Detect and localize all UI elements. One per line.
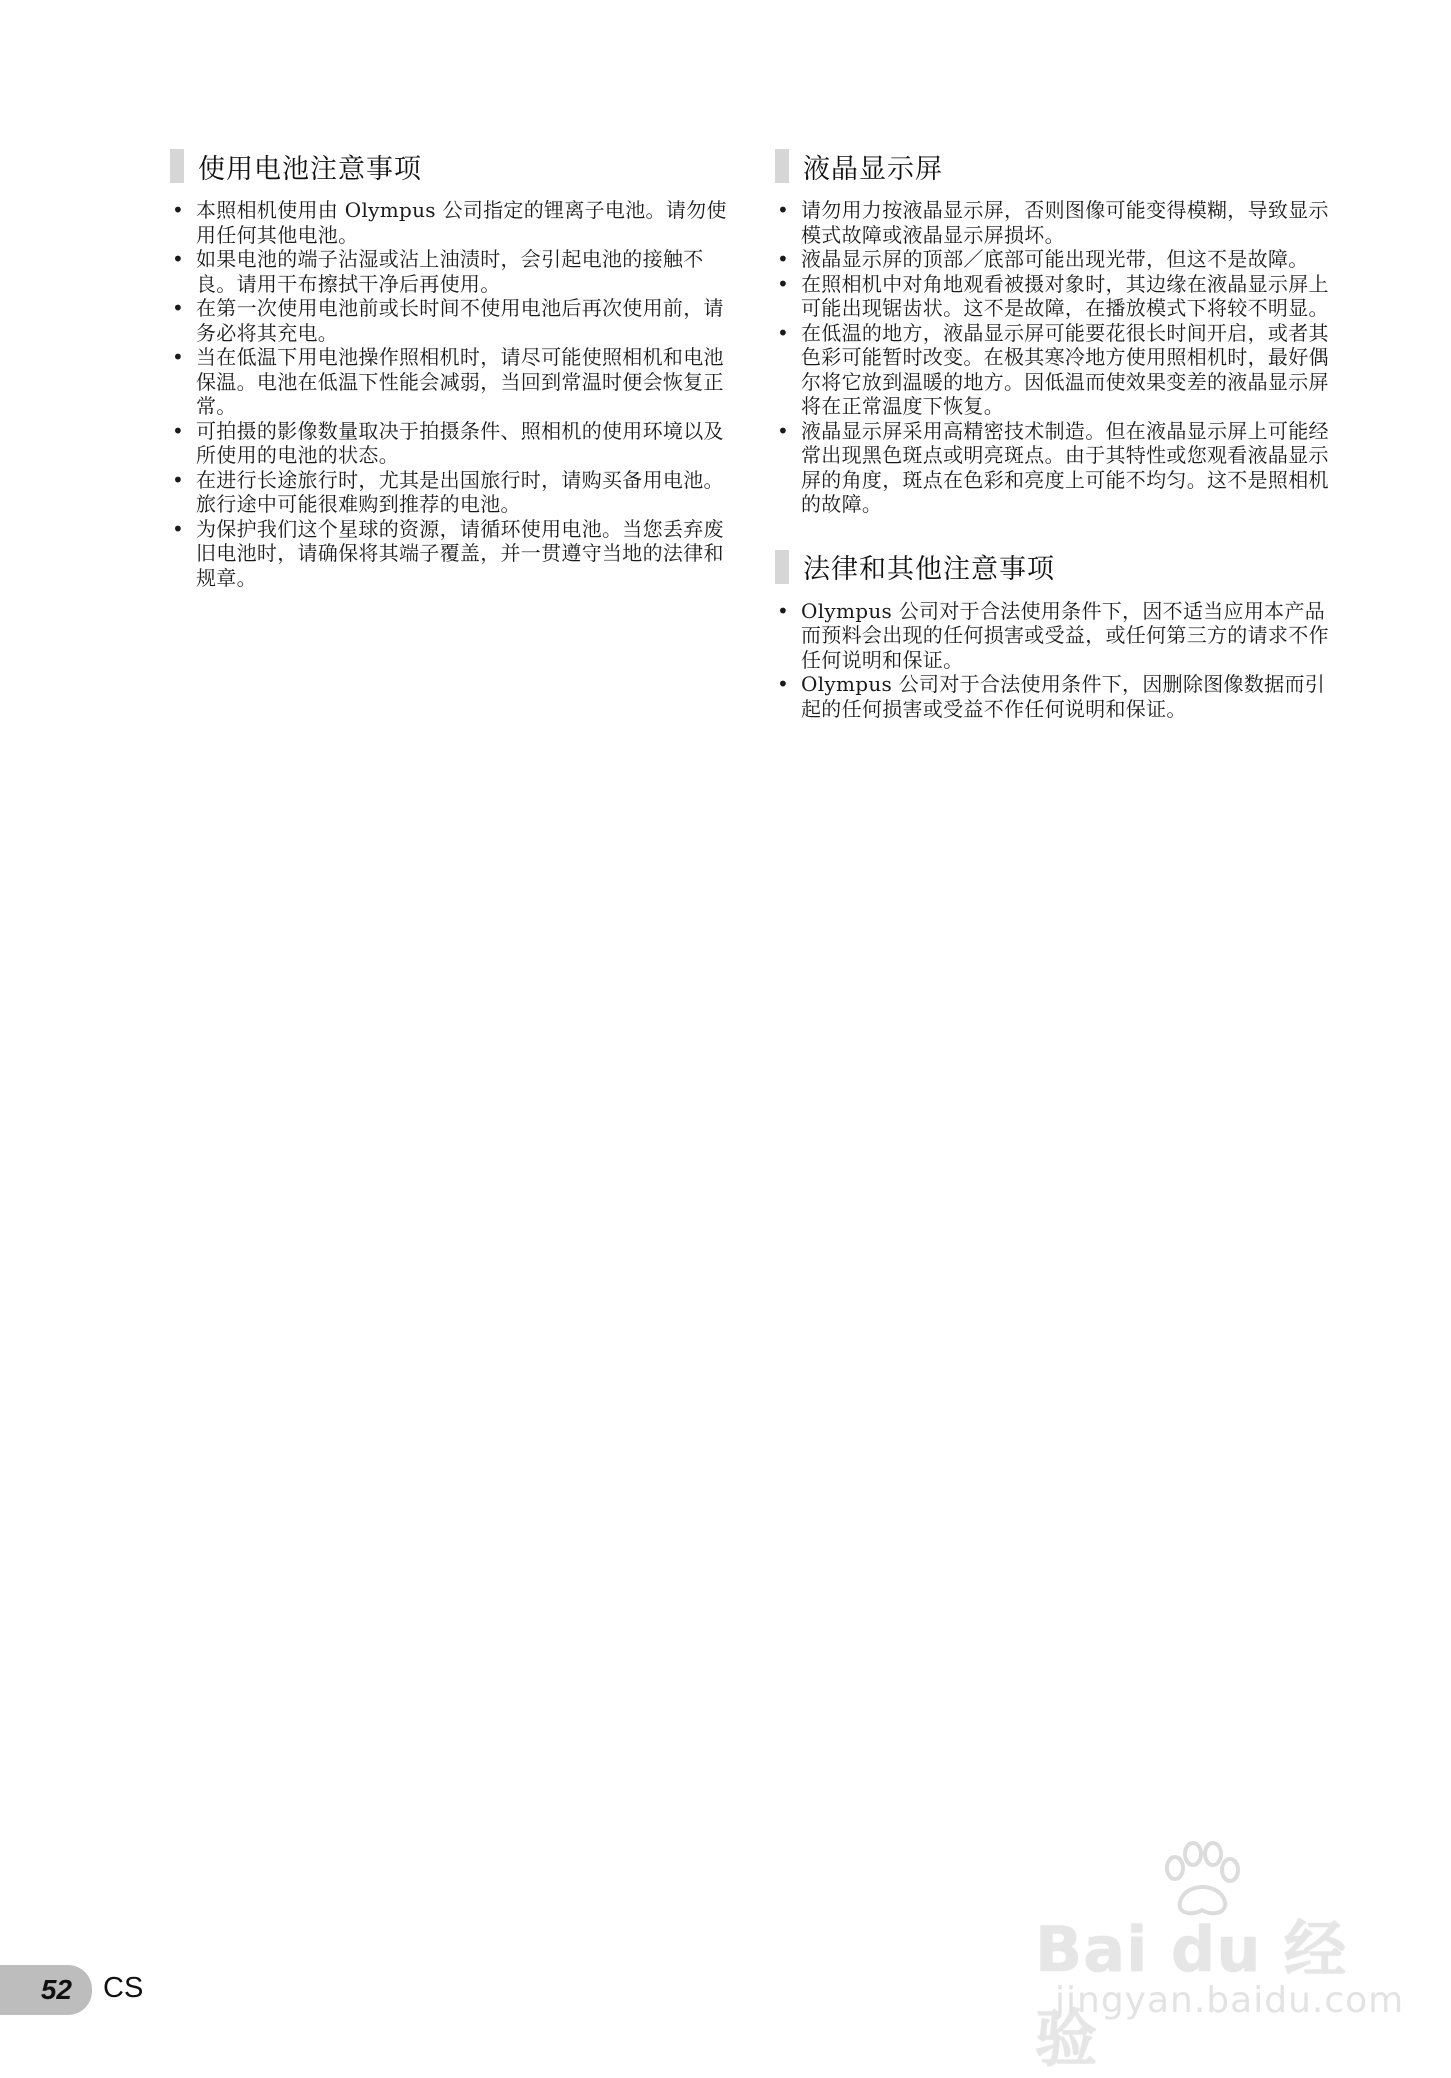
section-title: 使用电池注意事项 bbox=[198, 153, 422, 185]
bullet-icon: • bbox=[172, 516, 185, 541]
bullet-icon: • bbox=[172, 418, 185, 443]
list-item-text: 本照相机使用由 Olympus 公司指定的锂离子电池。请勿使用任何其他电池。 bbox=[196, 198, 727, 247]
watermark-logo: Bai du 经验 bbox=[1035, 1913, 1348, 2075]
bullet-list bbox=[775, 198, 1335, 517]
watermark-url: jingyan.baidu.com bbox=[1055, 1980, 1405, 2021]
list-item-text: 在照相机中对角地观看被摄对象时，其边缘在液晶显示屏上可能出现锯齿状。这不是故障，在播放模式下将较不明显。 bbox=[801, 271, 1329, 320]
heading-marker bbox=[775, 550, 789, 584]
page-number: 52 bbox=[40, 1974, 72, 2005]
list-item bbox=[170, 468, 730, 517]
list-item bbox=[170, 296, 730, 345]
bullet-list bbox=[775, 599, 1335, 722]
section-title: 液晶显示屏 bbox=[803, 153, 943, 185]
section-heading bbox=[775, 148, 1335, 184]
list-item-text: 在第一次使用电池前或长时间不使用电池后再次使用前，请务必将其充电。 bbox=[196, 296, 724, 345]
list-item bbox=[170, 517, 730, 591]
baidu-jingyan-watermark bbox=[1035, 1840, 1405, 2075]
list-item bbox=[775, 247, 1335, 272]
right-column bbox=[775, 148, 1335, 753]
section-lcd-monitor bbox=[775, 148, 1335, 517]
list-item-text: Olympus 公司对于合法使用条件下，因不适当应用本产品而预料会出现的任何损害或受益，或任何第三方的请求不作任何说明和保证。 bbox=[801, 598, 1329, 672]
bullet-icon: • bbox=[777, 198, 790, 222]
bullet-icon: • bbox=[172, 345, 185, 369]
left-column bbox=[170, 148, 730, 622]
bullet-icon: • bbox=[777, 271, 790, 296]
list-item bbox=[775, 198, 1335, 247]
list-item bbox=[170, 247, 730, 296]
list-item bbox=[775, 321, 1335, 419]
bullet-icon: • bbox=[777, 247, 790, 271]
list-item-text: 如果电池的端子沾湿或沾上油渍时，会引起电池的接触不良。请用干布擦拭干净后再使用。 bbox=[196, 247, 704, 296]
list-item-text: 为保护我们这个星球的资源，请循环使用电池。当您丢弃废旧电池时，请确保将其端子覆盖，并一贯遵守当地的法律和规章。 bbox=[196, 516, 724, 590]
bullet-icon: • bbox=[172, 296, 185, 320]
section-heading bbox=[170, 148, 730, 184]
list-item-text: 液晶显示屏的顶部／底部可能出现光带，但这不是故障。 bbox=[801, 247, 1309, 271]
bullet-list bbox=[170, 198, 730, 590]
list-item-text: 当在低温下用电池操作照相机时，请尽可能使照相机和电池保温。电池在低温下性能会减弱，当回到常温时便会恢复正常。 bbox=[196, 345, 724, 418]
heading-marker bbox=[775, 149, 789, 183]
list-item bbox=[170, 198, 730, 247]
bullet-icon: • bbox=[777, 598, 790, 623]
list-item bbox=[775, 272, 1335, 321]
list-item bbox=[775, 599, 1335, 673]
language-code: CS bbox=[103, 1972, 144, 2004]
bullet-icon: • bbox=[172, 467, 185, 492]
bullet-icon: • bbox=[777, 320, 790, 345]
list-item bbox=[170, 419, 730, 468]
page-number-tab bbox=[0, 1965, 92, 2015]
list-item-text: 可拍摄的影像数量取决于拍摄条件、照相机的使用环境以及所使用的电池的状态。 bbox=[196, 418, 724, 467]
list-item-text: 在低温的地方，液晶显示屏可能要花很长时间开启，或者其色彩可能暂时改变。在极其寒冷地方使用照相机时，最好偶尔将它放到温暖的地方。因低温而使效果变差的液晶显示屏将在正常温度下恢复。 bbox=[801, 320, 1329, 418]
list-item bbox=[775, 672, 1335, 721]
bullet-icon: • bbox=[172, 198, 185, 222]
bullet-icon: • bbox=[777, 672, 790, 696]
list-item bbox=[170, 345, 730, 419]
list-item-text: 在进行长途旅行时，尤其是出国旅行时，请购买备用电池。旅行途中可能很难购到推荐的电池。 bbox=[196, 467, 724, 516]
list-item-text: Olympus 公司对于合法使用条件下，因删除图像数据而引起的任何损害或受益不作任何说明和保证。 bbox=[801, 672, 1326, 721]
section-battery-precautions bbox=[170, 148, 730, 590]
list-item-text: 液晶显示屏采用高精密技术制造。但在液晶显示屏上可能经常出现黑色斑点或明亮斑点。由于其特性或您观看液晶显示屏的角度，斑点在色彩和亮度上可能不均匀。这不是照相机的故障。 bbox=[801, 418, 1329, 516]
list-item-text: 请勿用力按液晶显示屏，否则图像可能变得模糊，导致显示模式故障或液晶显示屏损坏。 bbox=[801, 198, 1329, 247]
section-title: 法律和其他注意事项 bbox=[803, 554, 1055, 585]
section-heading bbox=[775, 549, 1335, 585]
heading-marker bbox=[170, 149, 184, 183]
bullet-icon: • bbox=[172, 247, 185, 271]
section-legal-notices bbox=[775, 549, 1335, 722]
bullet-icon: • bbox=[777, 418, 790, 443]
list-item bbox=[775, 419, 1335, 517]
